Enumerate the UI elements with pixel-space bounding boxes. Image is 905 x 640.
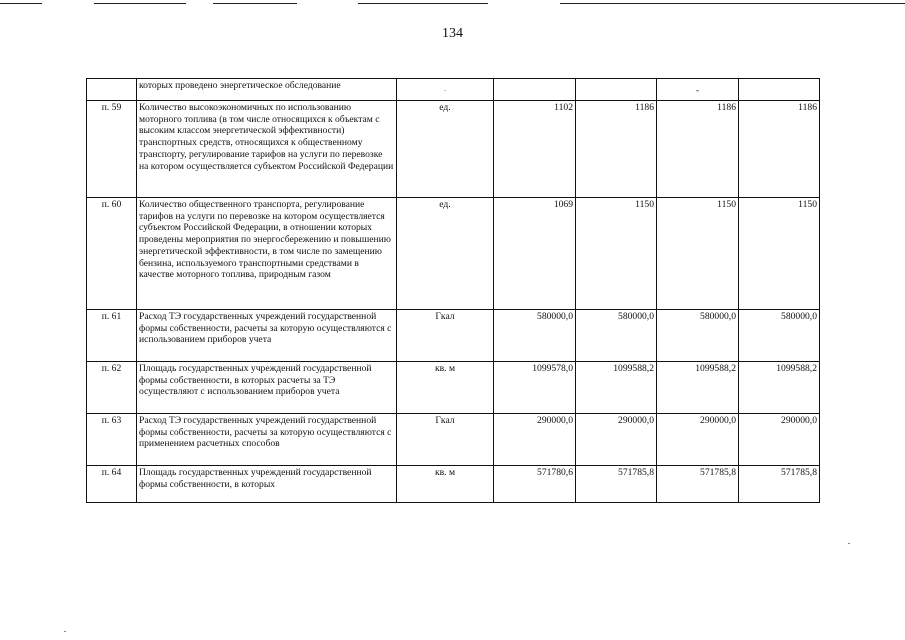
top-scan-line-3 — [213, 3, 297, 4]
row-unit: кв. м — [397, 362, 494, 414]
top-scan-line-2 — [94, 3, 186, 4]
row-name: Количество высокоэкономичных по использованию моторного топлива (в том числе относящихся к объектам с высоким классом энергетической эффективности) транспортных средств, относящихся к общественному транспорту, регулирование тарифов на услуги по перевозке на котором осуществляется субъектом Российской Федерации — [137, 101, 397, 198]
row-number: п. 60 — [87, 198, 137, 310]
row-name: Расход ТЭ государственных учреждений государственной формы собственности, расчеты за которую осуществляются с применением расчетных способов — [137, 414, 397, 466]
row-name: которых проведено энергетическое обследование — [137, 79, 397, 101]
row-value-1 — [494, 79, 576, 101]
row-value-3 — [657, 79, 739, 101]
table-row — [87, 198, 820, 310]
row-name: Количество общественного транспорта, регулирование тарифов на услуги по перевозке на котором осуществляется субъектом Российской Федерации, в отношении которых проведены мероприятия по энергосбережению и повышению энергетической эффективности, в том числе по замещению бензина, используемого транспортными средствами в качестве моторного топлива, природным газом — [137, 198, 397, 310]
row-value-3: 290000,0 — [657, 414, 739, 466]
row-unit: ед. — [397, 198, 494, 310]
indicators-table — [86, 78, 820, 503]
row-unit: Гкал — [397, 414, 494, 466]
row-value-4: 1099588,2 — [739, 362, 820, 414]
row-value-1: 1069 — [494, 198, 576, 310]
row-value-3: 571785,8 — [657, 466, 739, 503]
top-scan-line-5 — [560, 3, 905, 4]
table-row — [87, 466, 820, 503]
top-scan-line-4 — [358, 3, 488, 4]
row-value-4: 1150 — [739, 198, 820, 310]
row-unit: ед. — [397, 101, 494, 198]
row-name: Площадь государственных учреждений государственной формы собственности, в которых расчеты за ТЭ осуществляют с использованием приборов учета — [137, 362, 397, 414]
row-number: п. 59 — [87, 101, 137, 198]
row-value-3: 1150 — [657, 198, 739, 310]
page-number: 134 — [442, 26, 463, 41]
row-value-1: 571780,6 — [494, 466, 576, 503]
row-number: п. 63 — [87, 414, 137, 466]
row-value-4 — [739, 79, 820, 101]
row-value-4: 580000,0 — [739, 310, 820, 362]
row-value-4: 290000,0 — [739, 414, 820, 466]
table-row-continued — [87, 79, 820, 101]
row-value-1: 1099578,0 — [494, 362, 576, 414]
row-unit — [397, 79, 494, 101]
table-row — [87, 101, 820, 198]
table-row — [87, 414, 820, 466]
row-name: Площадь государственных учреждений государственной формы собственности, в которых — [137, 466, 397, 503]
row-value-2: 290000,0 — [576, 414, 657, 466]
table-row — [87, 362, 820, 414]
row-value-3: 580000,0 — [657, 310, 739, 362]
row-value-1: 290000,0 — [494, 414, 576, 466]
row-value-2: 1099588,2 — [576, 362, 657, 414]
row-value-2: 1150 — [576, 198, 657, 310]
row-value-3: 1099588,2 — [657, 362, 739, 414]
row-value-3-text: - — [695, 85, 700, 96]
row-name: Расход ТЭ государственных учреждений государственной формы собственности, расчеты за которую осуществляются с использованием приборов учета — [137, 310, 397, 362]
row-value-2: 1186 — [576, 101, 657, 198]
scan-speck — [64, 631, 66, 632]
table-row — [87, 310, 820, 362]
top-scan-line-1 — [0, 3, 42, 4]
row-value-1: 580000,0 — [494, 310, 576, 362]
row-value-3: 1186 — [657, 101, 739, 198]
dash-mark: . — [444, 85, 446, 93]
row-number: п. 61 — [87, 310, 137, 362]
row-value-4: 1186 — [739, 101, 820, 198]
row-unit: Гкал — [397, 310, 494, 362]
row-number — [87, 79, 137, 101]
row-number: п. 62 — [87, 362, 137, 414]
row-unit: кв. м — [397, 466, 494, 503]
row-number: п. 64 — [87, 466, 137, 503]
row-value-4: 571785,8 — [739, 466, 820, 503]
row-value-2 — [576, 79, 657, 101]
row-value-2: 571785,8 — [576, 466, 657, 503]
scan-speck — [848, 543, 850, 544]
row-value-1: 1102 — [494, 101, 576, 198]
row-value-2: 580000,0 — [576, 310, 657, 362]
